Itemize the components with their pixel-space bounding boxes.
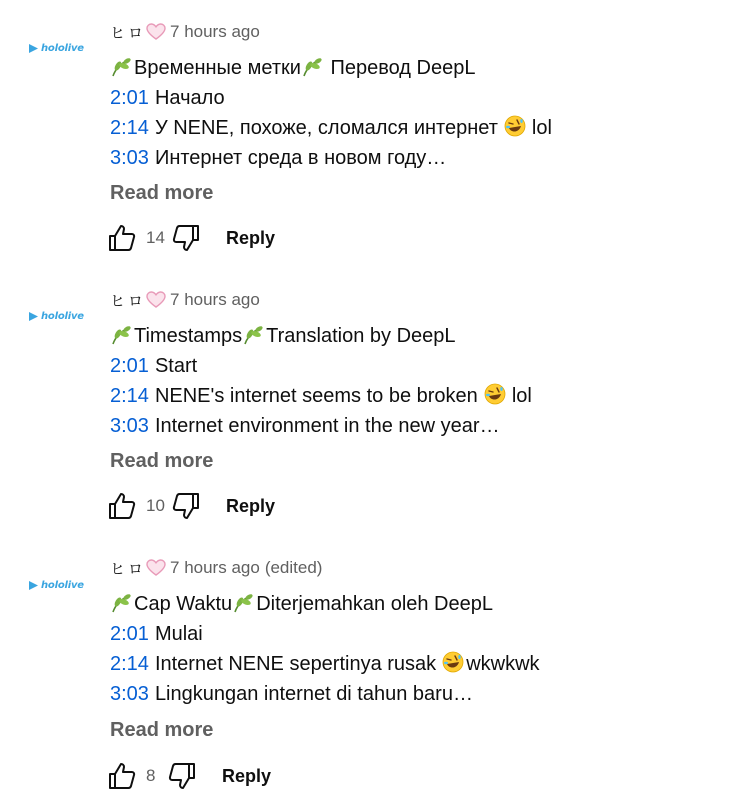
herb-leaf-icon [232,592,256,614]
comment-time[interactable]: 7 hours ago [170,558,260,577]
timestamp-link[interactable]: 3:03 [110,683,149,705]
comment-actions [106,223,275,253]
author-name[interactable]: ヒロ [110,559,147,578]
herb-leaf-icon [110,592,134,614]
like-count: 10 [146,496,165,515]
avatar-label: hololive [41,310,84,322]
timestamp-link[interactable]: 2:01 [110,623,149,645]
timestamp-tail: lol [531,117,552,139]
timestamp-text: Internet environment in the new year… [154,415,500,437]
herb-leaf-icon [242,324,266,346]
edited-label: (edited) [264,558,323,577]
herb-leaf-icon [110,324,134,346]
timestamp-link[interactable]: 2:01 [110,355,149,377]
timestamp-text: Lingkungan internet di tahun baru… [154,683,473,705]
timestamp-line [110,619,203,649]
avatar[interactable] [28,309,88,323]
timestamp-line [110,649,540,679]
timestamp-link[interactable]: 2:14 [110,117,149,139]
timestamp-line [110,381,532,411]
timestamp-link[interactable]: 2:14 [110,385,149,407]
rofl-emoji-icon [484,383,506,405]
heart-icon [146,291,166,309]
hololive-logo-icon [28,311,39,322]
timestamp-line [110,143,446,173]
hololive-logo-icon [28,580,39,591]
comment-header [110,556,322,580]
timestamp-tail: lol [511,385,532,407]
like-count: 8 [146,766,156,785]
timestamp-line [110,113,552,143]
reply-button[interactable]: Reply [222,765,272,786]
heading-part-2: Перевод DeepL [330,57,476,79]
timestamp-text: Начало [154,87,225,109]
read-more-button[interactable]: Read more [110,182,214,204]
timestamp-text: Интернет среда в новом году… [154,147,447,169]
timestamp-link[interactable]: 2:01 [110,87,149,109]
thumbs-down-icon[interactable] [166,760,198,792]
avatar[interactable] [28,41,88,55]
hololive-logo-icon [28,43,39,54]
herb-leaf-icon [110,56,134,78]
rofl-emoji-icon [504,115,526,137]
timestamp-text: У NENE, похоже, сломался интернет [154,117,498,139]
like-count: 14 [146,228,165,247]
comment-heading [110,589,493,619]
comment-actions [106,761,271,791]
comment-heading [110,53,475,83]
avatar-label: hololive [41,579,84,591]
timestamp-link[interactable]: 3:03 [110,415,149,437]
comment-time[interactable]: 7 hours ago [170,290,260,309]
heading-part-2: Translation by DeepL [266,325,456,347]
comment-header [110,20,260,44]
reply-button[interactable]: Reply [226,227,276,248]
thumbs-up-icon[interactable] [106,760,138,792]
timestamp-tail: wkwkwk [466,653,540,675]
avatar[interactable] [28,578,88,592]
reply-button[interactable]: Reply [226,495,276,516]
read-more-button[interactable]: Read more [110,719,214,741]
avatar-label: hololive [41,42,84,54]
read-more-button[interactable]: Read more [110,450,214,472]
timestamp-line [110,83,225,113]
comment-header [110,288,260,312]
timestamp-text: Start [154,355,198,377]
timestamp-link[interactable]: 2:14 [110,653,149,675]
comment-time[interactable]: 7 hours ago [170,22,260,41]
thumbs-down-icon[interactable] [170,490,202,522]
author-name[interactable]: ヒロ [110,23,147,42]
timestamp-text: NENE's internet seems to be broken [154,385,478,407]
comment-heading [110,321,456,351]
rofl-emoji-icon [442,651,464,673]
herb-leaf-icon [301,56,325,78]
heart-icon [146,559,166,577]
timestamp-text: Mulai [154,623,203,645]
thumbs-down-icon[interactable] [170,222,202,254]
timestamp-line [110,679,473,709]
timestamp-link[interactable]: 3:03 [110,147,149,169]
heading-part-1: Cap Waktu [134,593,233,615]
thumbs-up-icon[interactable] [106,490,138,522]
comment-actions [106,491,275,521]
heading-part-1: Временные метки [134,57,301,79]
thumbs-up-icon[interactable] [106,222,138,254]
timestamp-line [110,411,500,441]
heading-part-2: Diterjemahkan oleh DeepL [256,593,493,615]
timestamp-line [110,351,197,381]
heading-part-1: Timestamps [134,325,243,347]
heart-icon [146,23,166,41]
author-name[interactable]: ヒロ [110,291,147,310]
timestamp-text: Internet NENE sepertinya rusak [154,653,437,675]
